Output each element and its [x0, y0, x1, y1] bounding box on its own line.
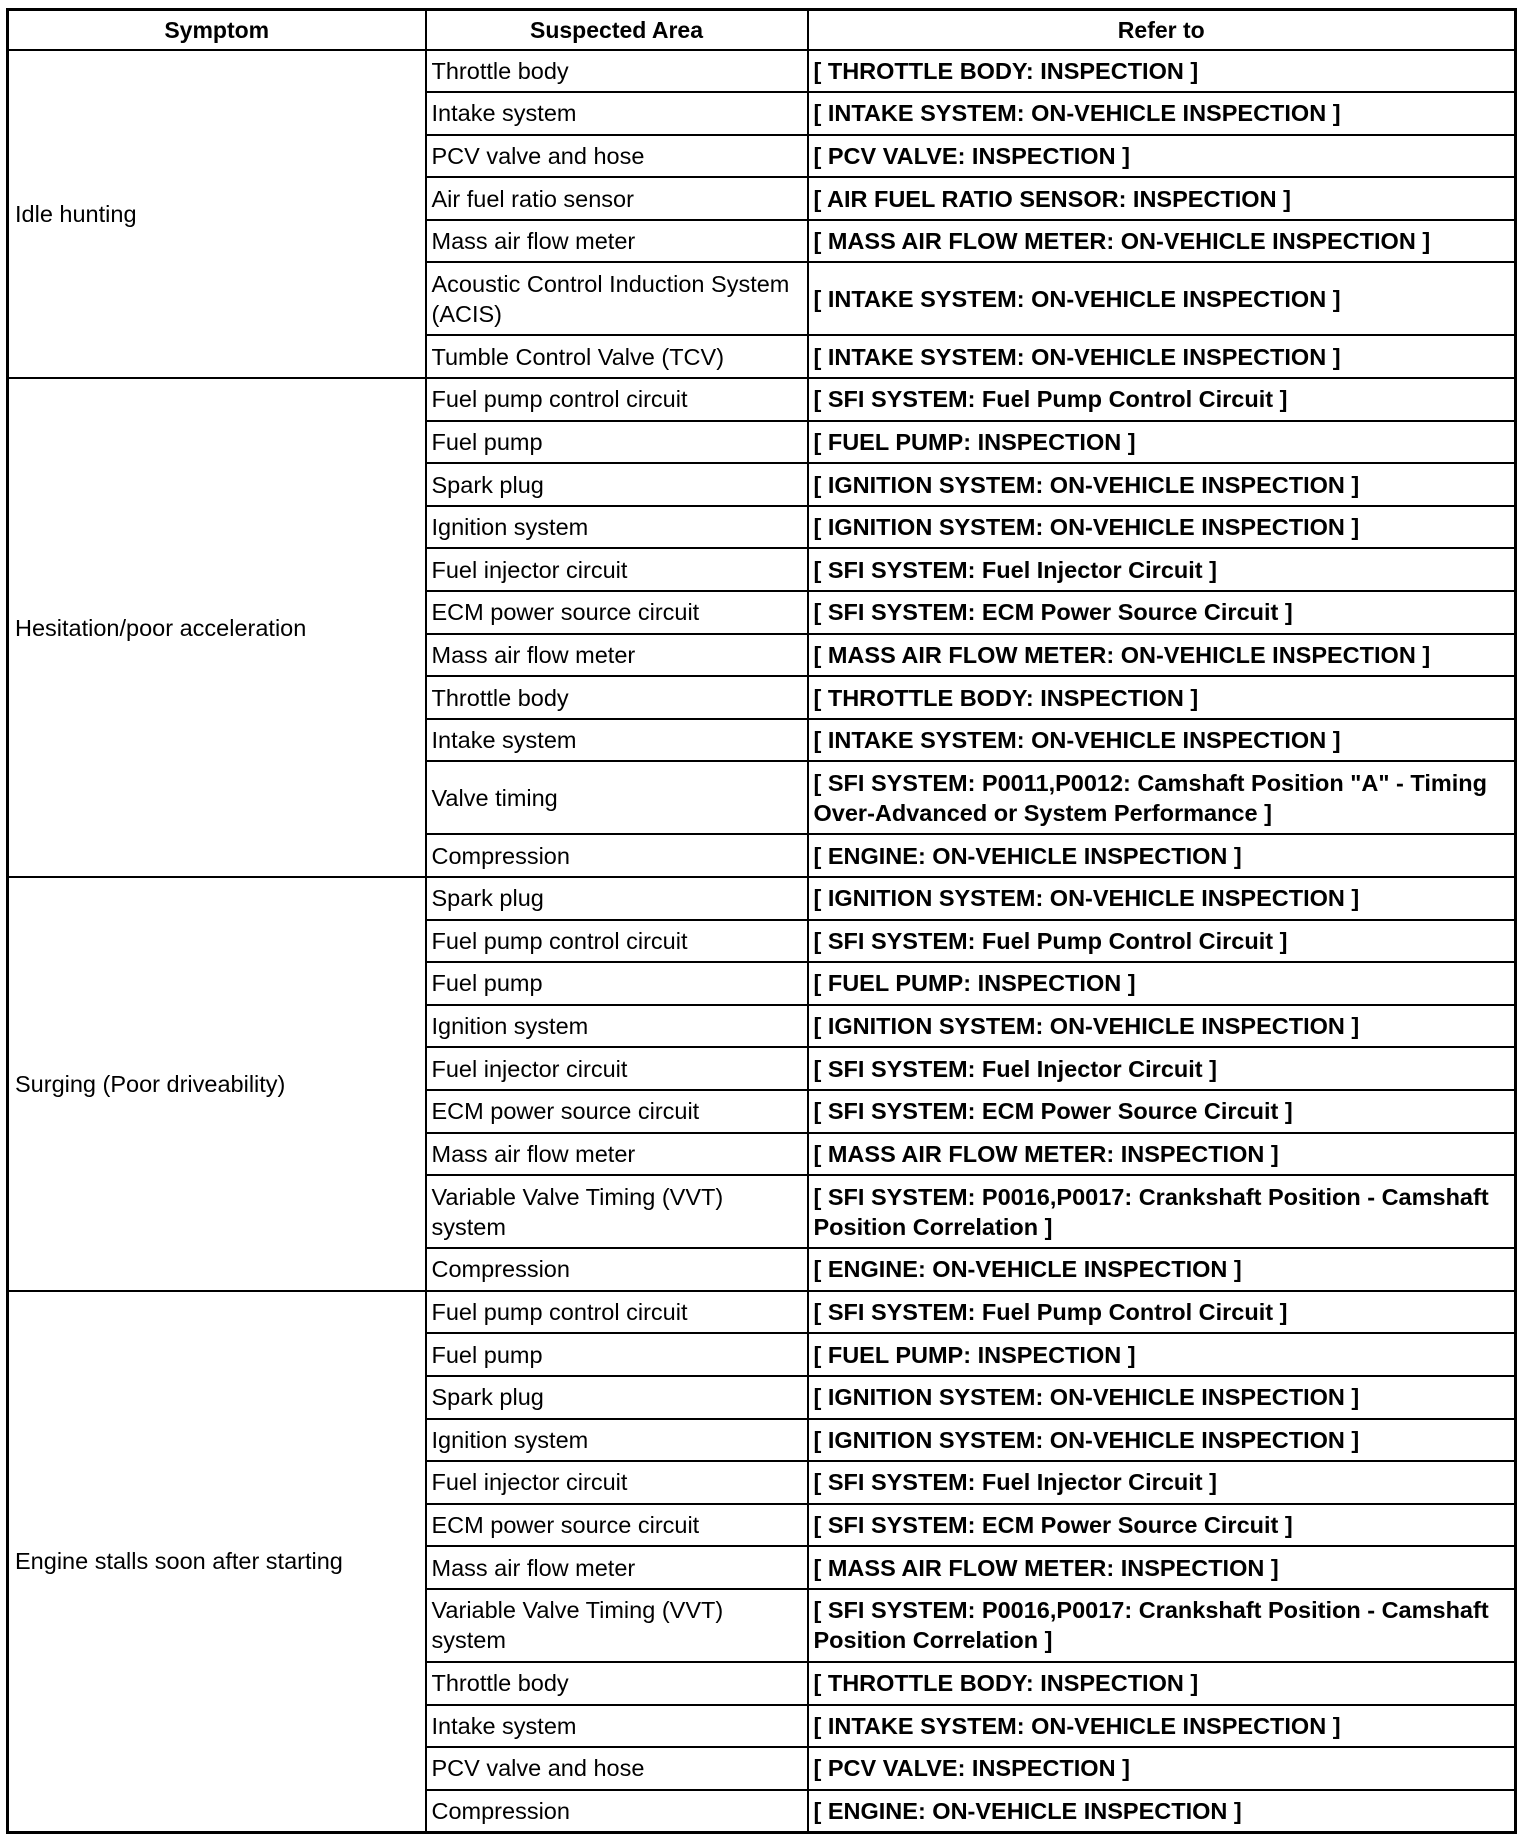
refer-to-cell: [ SFI SYSTEM: Fuel Injector Circuit ]: [808, 1461, 1516, 1504]
suspected-area-cell: Intake system: [426, 719, 808, 762]
refer-to-cell: [ THROTTLE BODY: INSPECTION ]: [808, 50, 1516, 93]
suspected-area-cell: Variable Valve Timing (VVT) system: [426, 1175, 808, 1248]
suspected-area-cell: ECM power source circuit: [426, 1504, 808, 1547]
suspected-area-cell: ECM power source circuit: [426, 1090, 808, 1133]
suspected-area-cell: Fuel pump: [426, 1333, 808, 1376]
suspected-area-cell: Fuel pump: [426, 421, 808, 464]
suspected-area-cell: Ignition system: [426, 506, 808, 549]
refer-to-cell: [ MASS AIR FLOW METER: ON-VEHICLE INSPECTION ]: [808, 220, 1516, 263]
refer-to-cell: [ MASS AIR FLOW METER: ON-VEHICLE INSPECTION ]: [808, 634, 1516, 677]
suspected-area-cell: Variable Valve Timing (VVT) system: [426, 1589, 808, 1662]
suspected-area-cell: Fuel injector circuit: [426, 548, 808, 591]
refer-to-cell: [ FUEL PUMP: INSPECTION ]: [808, 421, 1516, 464]
refer-to-cell: [ SFI SYSTEM: ECM Power Source Circuit ]: [808, 1090, 1516, 1133]
refer-to-cell: [ IGNITION SYSTEM: ON-VEHICLE INSPECTION ]: [808, 1419, 1516, 1462]
table-row: [8, 877, 1516, 920]
refer-to-cell: [ IGNITION SYSTEM: ON-VEHICLE INSPECTION ]: [808, 1376, 1516, 1419]
refer-to-cell: [ PCV VALVE: INSPECTION ]: [808, 1747, 1516, 1790]
suspected-area-cell: Compression: [426, 1248, 808, 1291]
suspected-area-cell: Valve timing: [426, 761, 808, 834]
suspected-area-cell: Acoustic Control Induction System (ACIS): [426, 262, 808, 335]
symptom-cell: Engine stalls soon after starting: [8, 1291, 426, 1833]
symptom-table: [6, 8, 1517, 1834]
refer-to-cell: [ SFI SYSTEM: ECM Power Source Circuit ]: [808, 1504, 1516, 1547]
header-row: [8, 10, 1516, 50]
table-row: [8, 378, 1516, 421]
refer-to-cell: [ SFI SYSTEM: Fuel Pump Control Circuit ]: [808, 920, 1516, 963]
suspected-area-cell: Fuel pump control circuit: [426, 1291, 808, 1334]
refer-to-cell: [ SFI SYSTEM: P0016,P0017: Crankshaft Position - Camshaft Position Correlation ]: [808, 1175, 1516, 1248]
suspected-area-cell: PCV valve and hose: [426, 135, 808, 178]
suspected-area-cell: Compression: [426, 834, 808, 877]
suspected-area-cell: Spark plug: [426, 877, 808, 920]
suspected-area-cell: Mass air flow meter: [426, 634, 808, 677]
suspected-area-cell: Mass air flow meter: [426, 1546, 808, 1589]
refer-to-cell: [ ENGINE: ON-VEHICLE INSPECTION ]: [808, 1248, 1516, 1291]
refer-to-cell: [ SFI SYSTEM: Fuel Injector Circuit ]: [808, 1047, 1516, 1090]
refer-to-cell: [ PCV VALVE: INSPECTION ]: [808, 135, 1516, 178]
suspected-area-cell: Intake system: [426, 92, 808, 135]
suspected-area-cell: Spark plug: [426, 1376, 808, 1419]
suspected-area-cell: Air fuel ratio sensor: [426, 177, 808, 220]
refer-to-cell: [ SFI SYSTEM: P0011,P0012: Camshaft Position "A" - Timing Over-Advanced or System Performance ]: [808, 761, 1516, 834]
suspected-area-cell: Ignition system: [426, 1005, 808, 1048]
suspected-area-cell: Fuel pump control circuit: [426, 378, 808, 421]
refer-to-cell: [ IGNITION SYSTEM: ON-VEHICLE INSPECTION ]: [808, 463, 1516, 506]
refer-to-cell: [ INTAKE SYSTEM: ON-VEHICLE INSPECTION ]: [808, 335, 1516, 378]
symptom-cell: Idle hunting: [8, 50, 426, 379]
suspected-area-cell: ECM power source circuit: [426, 591, 808, 634]
suspected-area-cell: Fuel pump: [426, 962, 808, 1005]
refer-to-cell: [ INTAKE SYSTEM: ON-VEHICLE INSPECTION ]: [808, 719, 1516, 762]
refer-to-cell: [ SFI SYSTEM: Fuel Pump Control Circuit ]: [808, 378, 1516, 421]
refer-to-cell: [ THROTTLE BODY: INSPECTION ]: [808, 676, 1516, 719]
suspected-area-cell: Throttle body: [426, 1662, 808, 1705]
refer-to-cell: [ ENGINE: ON-VEHICLE INSPECTION ]: [808, 1790, 1516, 1833]
suspected-area-cell: Tumble Control Valve (TCV): [426, 335, 808, 378]
refer-to-cell: [ MASS AIR FLOW METER: INSPECTION ]: [808, 1546, 1516, 1589]
refer-to-cell: [ SFI SYSTEM: P0016,P0017: Crankshaft Position - Camshaft Position Correlation ]: [808, 1589, 1516, 1662]
suspected-area-cell: Mass air flow meter: [426, 1133, 808, 1176]
header-suspected-area: Suspected Area: [426, 10, 808, 50]
refer-to-cell: [ SFI SYSTEM: ECM Power Source Circuit ]: [808, 591, 1516, 634]
refer-to-cell: [ IGNITION SYSTEM: ON-VEHICLE INSPECTION ]: [808, 877, 1516, 920]
header-symptom: Symptom: [8, 10, 426, 50]
table-header: [8, 10, 1516, 50]
table-row: [8, 50, 1516, 93]
table-row: [8, 1291, 1516, 1334]
refer-to-cell: [ FUEL PUMP: INSPECTION ]: [808, 962, 1516, 1005]
refer-to-cell: [ INTAKE SYSTEM: ON-VEHICLE INSPECTION ]: [808, 262, 1516, 335]
refer-to-cell: [ FUEL PUMP: INSPECTION ]: [808, 1333, 1516, 1376]
symptom-cell: Surging (Poor driveability): [8, 877, 426, 1291]
refer-to-cell: [ AIR FUEL RATIO SENSOR: INSPECTION ]: [808, 177, 1516, 220]
refer-to-cell: [ ENGINE: ON-VEHICLE INSPECTION ]: [808, 834, 1516, 877]
suspected-area-cell: Fuel injector circuit: [426, 1461, 808, 1504]
suspected-area-cell: Spark plug: [426, 463, 808, 506]
refer-to-cell: [ SFI SYSTEM: Fuel Injector Circuit ]: [808, 548, 1516, 591]
refer-to-cell: [ IGNITION SYSTEM: ON-VEHICLE INSPECTION ]: [808, 1005, 1516, 1048]
refer-to-cell: [ IGNITION SYSTEM: ON-VEHICLE INSPECTION ]: [808, 506, 1516, 549]
suspected-area-cell: Fuel injector circuit: [426, 1047, 808, 1090]
refer-to-cell: [ SFI SYSTEM: Fuel Pump Control Circuit ]: [808, 1291, 1516, 1334]
header-refer-to: Refer to: [808, 10, 1516, 50]
suspected-area-cell: Intake system: [426, 1705, 808, 1748]
refer-to-cell: [ THROTTLE BODY: INSPECTION ]: [808, 1662, 1516, 1705]
refer-to-cell: [ INTAKE SYSTEM: ON-VEHICLE INSPECTION ]: [808, 1705, 1516, 1748]
suspected-area-cell: Throttle body: [426, 50, 808, 93]
suspected-area-cell: Mass air flow meter: [426, 220, 808, 263]
suspected-area-cell: Compression: [426, 1790, 808, 1833]
suspected-area-cell: Throttle body: [426, 676, 808, 719]
table-body: [8, 50, 1516, 1833]
suspected-area-cell: Fuel pump control circuit: [426, 920, 808, 963]
refer-to-cell: [ INTAKE SYSTEM: ON-VEHICLE INSPECTION ]: [808, 92, 1516, 135]
symptom-cell: Hesitation/poor acceleration: [8, 378, 426, 877]
suspected-area-cell: Ignition system: [426, 1419, 808, 1462]
refer-to-cell: [ MASS AIR FLOW METER: INSPECTION ]: [808, 1133, 1516, 1176]
suspected-area-cell: PCV valve and hose: [426, 1747, 808, 1790]
